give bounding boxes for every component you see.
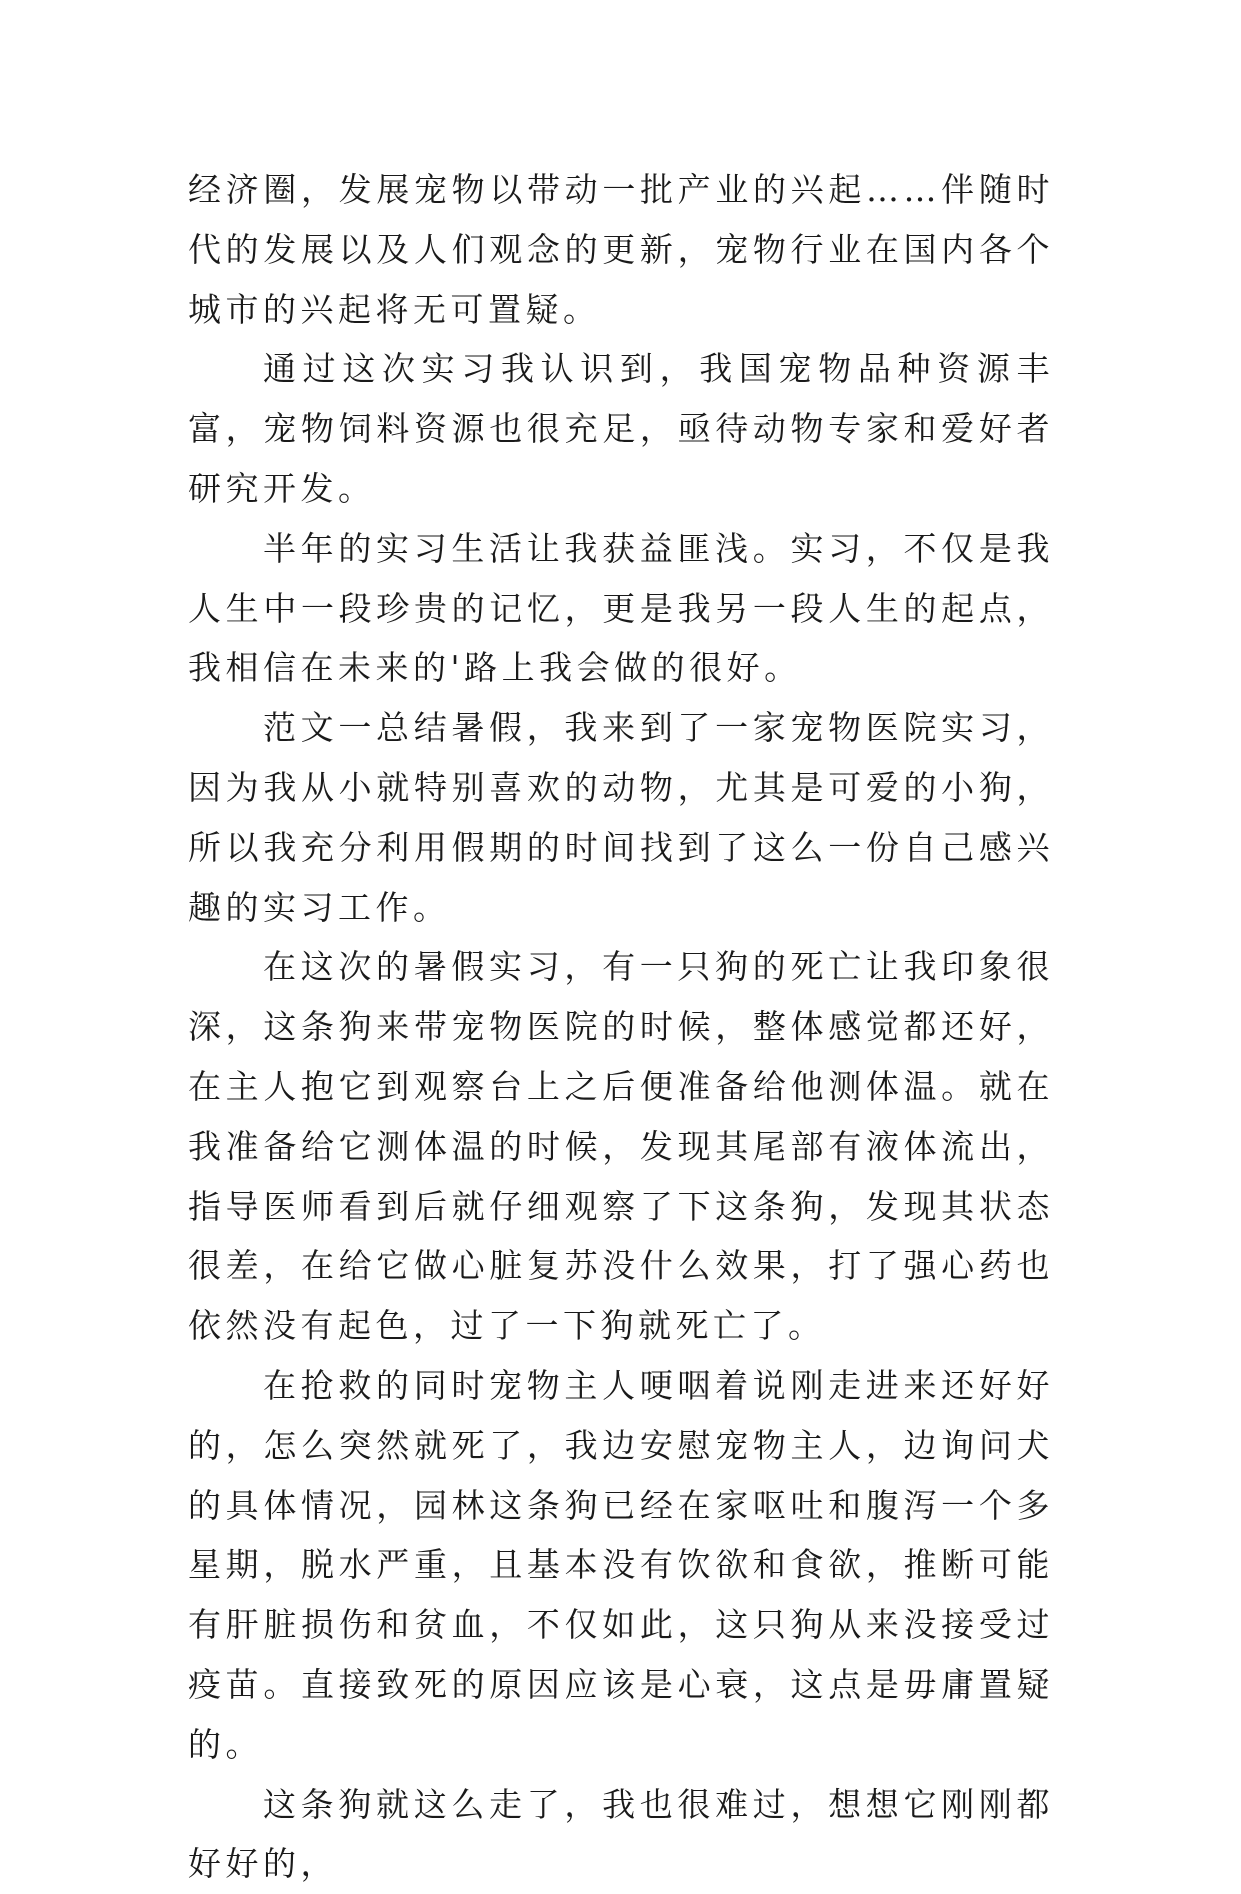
paragraph: 通过这次实习我认识到，我国宠物品种资源丰富，宠物饲料资源也很充足，亟待动物专家和爱好者研究开发。 — [188, 349, 1054, 508]
paragraph: 范文一总结暑假，我来到了一家宠物医院实习，因为我从小就特别喜欢的动物，尤其是可爱的小狗，所以我充分利用假期的时间找到了这么一份自己感兴趣的实习工作。 — [188, 708, 1054, 927]
paragraph: 这条狗就这么走了，我也很难过，想想它刚刚都好好的， — [188, 1784, 1054, 1884]
document-body — [188, 160, 1054, 1894]
paragraph: 半年的实习生活让我获益匪浅。实习，不仅是我人生中一段珍贵的记忆，更是我另一段人生的起点，我相信在未来的'路上我会做的很好。 — [188, 528, 1054, 688]
paragraph-continuation: 经济圈，发展宠物以带动一批产业的兴起……伴随时代的发展以及人们观念的更新，宠物行业在国内各个城市的兴起将无可置疑。 — [188, 170, 1054, 329]
paragraph: 在这次的暑假实习，有一只狗的死亡让我印象很深，这条狗来带宠物医院的时候，整体感觉都还好，在主人抱它到观察台上之后便准备给他测体温。就在我准备给它测体温的时候，发现其尾部有液体流出，指导医师看到后就仔细观察了下这条狗，发现其状态很差，在给它做心脏复苏没什么效果，打了强心药也依然没有起色，过了一下狗就死亡了。 — [188, 947, 1054, 1346]
paragraph: 在抢救的同时宠物主人哽咽着说刚走进来还好好的，怎么突然就死了，我边安慰宠物主人，边询问犬的具体情况，园林这条狗已经在家呕吐和腹泻一个多星期，脱水严重，且基本没有饮欲和食欲，推断可能有肝脏损伤和贫血，不仅如此，这只狗从来没接受过疫苗。直接致死的原因应该是心衰，这点是毋庸置疑的。 — [188, 1365, 1054, 1764]
